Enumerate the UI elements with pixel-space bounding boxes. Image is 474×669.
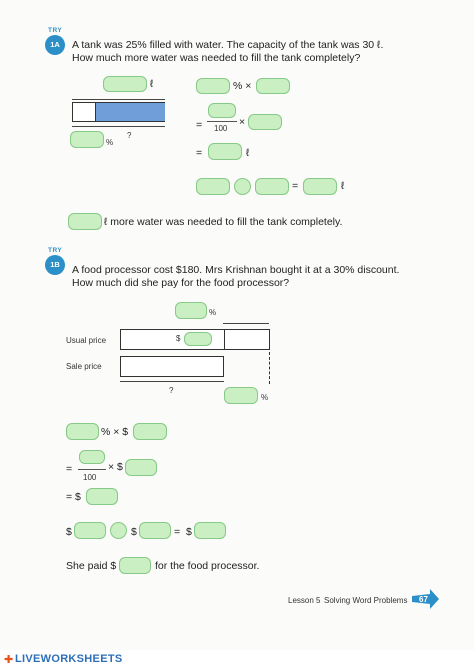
usual-price-input[interactable]: [184, 332, 212, 346]
brand-footer: [0, 650, 474, 669]
equals-dollar: = $: [66, 491, 81, 503]
op-right-input-2[interactable]: [139, 522, 171, 539]
unit-label-2: ℓ: [246, 147, 250, 159]
op-result-input-2[interactable]: [194, 522, 226, 539]
answer-pre-1b: She paid $: [66, 560, 117, 572]
brace-sale: [120, 381, 224, 383]
times-sign: ×: [239, 116, 246, 128]
numerator-input[interactable]: [208, 103, 236, 118]
question-1b-line1: A food processor cost $180. Mrs Krishnan bought it at a 30% discount.: [72, 264, 400, 276]
brace-discount: [223, 323, 269, 325]
page-number: 67: [419, 595, 428, 604]
percent-filled-input[interactable]: [70, 131, 104, 148]
brand-logo-icon: ✚: [4, 654, 14, 666]
discount-percent-input[interactable]: [175, 302, 207, 319]
denominator-2: 100: [83, 473, 97, 482]
badge-1b: 1B: [45, 255, 65, 275]
equals-1: =: [196, 119, 203, 131]
tank-bar-empty-part: [95, 103, 165, 121]
denominator: 100: [214, 124, 228, 133]
percent-sign: %: [106, 138, 114, 147]
tank-bar: [72, 102, 165, 122]
dollar-1: $: [66, 526, 72, 538]
sale-price-label: Sale price: [66, 362, 102, 371]
percent-times-dollar: % × $: [101, 426, 129, 438]
equals-3: =: [292, 180, 299, 192]
dollar-3: $: [186, 526, 192, 538]
operator-input-2[interactable]: [110, 522, 127, 539]
badge-1a: 1A: [45, 35, 65, 55]
brace-empty: [94, 126, 165, 128]
answer-text-1a: ℓ more water was needed to fill the tank completely.: [104, 216, 343, 228]
op-left-input-2[interactable]: [74, 522, 106, 539]
price-input-2[interactable]: [125, 459, 157, 476]
percent-times: % ×: [233, 80, 252, 92]
brand-name: LIVEWORKSHEETS: [15, 653, 123, 665]
lesson-title: Solving Word Problems: [324, 596, 408, 605]
value-input-2[interactable]: [248, 114, 282, 130]
op-right-input[interactable]: [255, 178, 289, 195]
operator-input[interactable]: [234, 178, 251, 195]
price-input-1[interactable]: [133, 423, 167, 440]
equals-2: =: [196, 147, 203, 159]
numerator-input-2[interactable]: [79, 450, 105, 464]
dollar-2: $: [131, 526, 137, 538]
unknown-mark: ?: [127, 131, 132, 140]
fraction-bar: [207, 121, 237, 122]
sale-percent-input[interactable]: [224, 387, 258, 404]
percent-sign-3: %: [261, 393, 269, 402]
result-input-1[interactable]: [208, 143, 242, 160]
op-left-input[interactable]: [196, 178, 230, 195]
brace-top: [72, 99, 165, 101]
answer-input-1b[interactable]: [119, 557, 151, 574]
answer-input-1a[interactable]: [68, 213, 102, 230]
unknown-mark-2: ?: [169, 386, 174, 395]
unit-label: ℓ: [150, 78, 154, 90]
equals-4: =: [66, 463, 73, 475]
answer-post-1b: for the food processor.: [155, 560, 260, 572]
usual-price-label: Usual price: [66, 336, 107, 345]
times-dollar: × $: [108, 461, 123, 473]
dollar-sign-bar: $: [176, 334, 181, 343]
question-1a-line1: A tank was 25% filled with water. The capacity of the tank was 30 ℓ.: [72, 39, 384, 51]
question-1b-line2: How much did she pay for the food processor?: [72, 277, 290, 289]
question-1a-line2: How much more water was needed to fill the tank completely?: [72, 52, 361, 64]
percent-input-1[interactable]: [196, 78, 230, 94]
brace-filled: [72, 126, 94, 128]
value-input-1[interactable]: [256, 78, 290, 94]
lesson-label: Lesson 5: [288, 596, 321, 605]
dashed-guide: [269, 352, 270, 384]
op-result-input[interactable]: [303, 178, 337, 195]
percent-sign-2: %: [209, 308, 217, 317]
unit-label-3: ℓ: [341, 180, 345, 192]
usual-bar-divider: [224, 330, 225, 349]
result-input-2[interactable]: [86, 488, 118, 505]
equals-5: =: [174, 526, 181, 538]
fraction-bar-2: [78, 469, 106, 470]
try-label-2: TRY: [48, 247, 63, 254]
percent-input-2[interactable]: [66, 423, 99, 440]
capacity-input[interactable]: [103, 76, 147, 92]
sale-price-bar: [120, 356, 224, 377]
try-label: TRY: [48, 27, 63, 34]
